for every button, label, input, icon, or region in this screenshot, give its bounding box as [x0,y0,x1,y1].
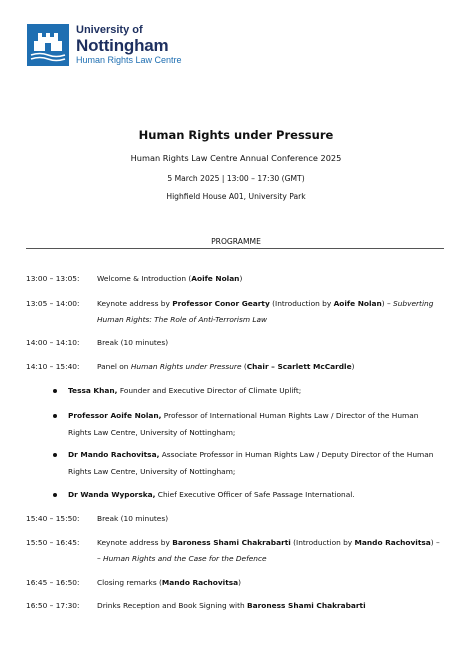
document-title: Human Rights under Pressure [138,128,334,142]
item-desc-continuation: – Human Rights and the Case for the Defence [97,554,267,563]
item-time: 15:50 – 16:45: [26,538,80,547]
item-desc: Keynote address by Baroness Shami Chakrabarti (Introduction by Mando Rachovitsa) – [97,538,440,547]
bullet-icon [53,414,57,418]
university-logo [27,24,182,66]
panelist-item: Tessa Khan, Founder and Executive Director of Climate Uplift; [68,386,302,395]
panelist-item-continuation: Rights Law Centre, University of Nottingham; [68,467,236,476]
panelist-item: Dr Mando Rachovitsa, Associate Professor in Human Rights Law / Deputy Director of the Human [68,450,434,459]
conference-subtitle: Human Rights Law Centre Annual Conference 2025 [130,153,342,163]
item-time: 13:05 – 14:00: [26,299,80,308]
item-desc: Welcome & Introduction (Aoife Nolan) [97,274,243,283]
item-desc: Panel on Human Rights under Pressure (Chair – Scarlett McCardle) [97,362,355,371]
panelist-item-continuation: Rights Law Centre, University of Nottingham; [68,428,236,437]
programme-heading: PROGRAMME [211,237,261,246]
conference-venue: Highfield House A01, University Park [166,192,306,201]
bullet-icon [53,389,57,393]
item-time: 14:10 – 15:40: [26,362,80,371]
programme-divider [26,248,444,249]
logo-line-centre: Human Rights Law Centre [76,55,182,65]
item-desc: Break (10 minutes) [97,338,169,347]
panelist-item: Dr Wanda Wyporska, Chief Executive Officer of Safe Passage International. [68,490,355,499]
item-time: 16:50 – 17:30: [26,601,80,610]
bullet-icon [53,453,57,457]
item-desc: Break (10 minutes) [97,514,169,523]
conference-date: 5 March 2025 | 13:00 – 17:30 (GMT) [167,174,305,183]
item-desc: Drinks Reception and Book Signing with Baroness Shami Chakrabarti [97,601,366,610]
logo-line-university-of: University of [76,24,143,36]
item-desc: Keynote address by Professor Conor Gearty (Introduction by Aoife Nolan) – Subverting [97,299,434,308]
item-time: 15:40 – 15:50: [26,514,80,523]
castle-crest-icon [27,24,69,66]
panelist-item: Professor Aoife Nolan, Professor of International Human Rights Law / Director of the Human [68,411,419,420]
item-time: 16:45 – 16:50: [26,578,80,587]
item-desc-continuation: Human Rights: The Role of Anti-Terrorism Law [97,315,268,324]
logo-line-nottingham: Nottingham [76,36,169,55]
bullet-icon [53,493,57,497]
item-time: 14:00 – 14:10: [26,338,80,347]
item-desc: Closing remarks (Mando Rachovitsa) [97,578,242,587]
item-time: 13:00 – 13:05: [26,274,80,283]
